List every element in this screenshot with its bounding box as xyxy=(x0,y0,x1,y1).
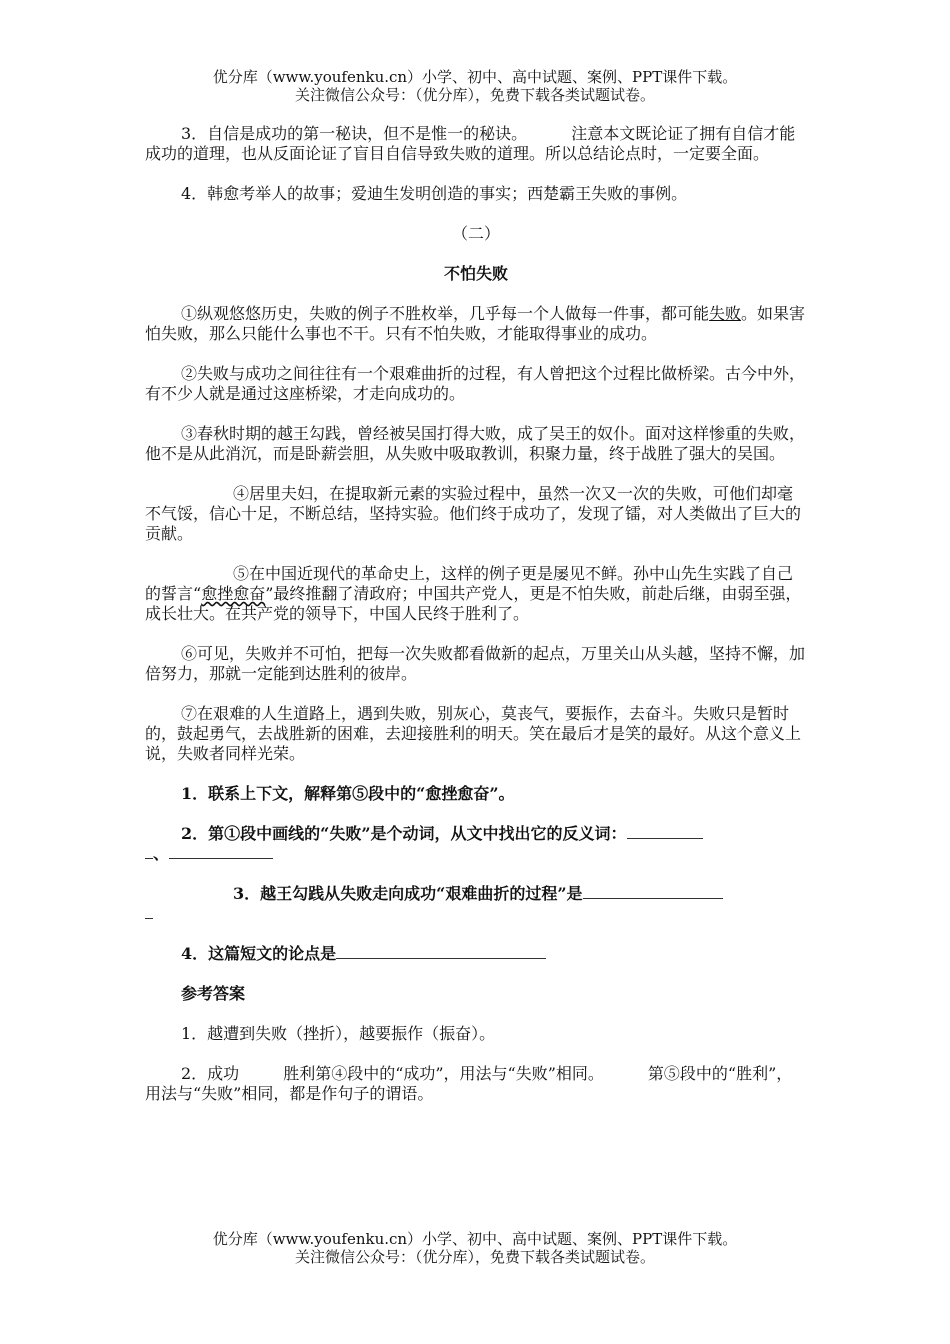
underlined-word: 失败 xyxy=(709,304,742,323)
section-number: （二） xyxy=(451,224,500,243)
question-3-text: 3．越王勾践从失败走向成功“艰难曲折的过程”是 xyxy=(233,884,583,903)
paragraph-1-text-end: 。如果害怕失败，那么只能什么事也不干。只有不怕失败，才能取得事业的成功。 xyxy=(145,304,806,343)
answer-blank[interactable] xyxy=(336,944,546,959)
question-1: 1．联系上下文，解释第⑤段中的“愈挫愈奋”。 xyxy=(181,784,515,803)
paragraph-7: ⑦在艰难的人生道路上，遇到失败，别灰心，莫丧气，要振作，去奋斗。失败只是暂时的，鼓起勇气，去战胜新的困难，去迎接胜利的明天。笑在最后才是笑的最好。从这个意义上说，失败者同样光荣。 xyxy=(145,704,802,763)
question-2 xyxy=(145,824,807,864)
paragraph-3: ③春秋时期的越王勾践，曾经被吴国打得大败，成了吴王的奴仆。面对这样惨重的失败，他不是从此消沉，而是卧薪尝胆，从失败中吸取教训，积聚力量，终于战胜了强大的吴国。 xyxy=(145,424,806,463)
question-2-text: 2．第①段中画线的“失败”是个动词，从文中找出它的反义词： xyxy=(181,824,627,843)
page-header xyxy=(0,68,950,104)
page-footer xyxy=(0,1230,950,1266)
marked-phrase: 愈挫愈奋 xyxy=(201,584,266,603)
header-line-2: 关注微信公众号：（优分库），免费下载各类试题试卷。 xyxy=(294,86,655,104)
paragraph-1 xyxy=(145,304,807,344)
question-3 xyxy=(145,884,807,924)
answer-blank[interactable] xyxy=(145,844,153,859)
question-4-text: 4．这篇短文的论点是 xyxy=(181,944,337,963)
question-4 xyxy=(145,944,807,964)
answer-blank[interactable] xyxy=(583,884,723,899)
paragraph-5 xyxy=(145,564,807,624)
header-line-1: 优分库（www.youfenku.cn）小学、初中、高中试题、案例、PPT课件下载。 xyxy=(212,68,738,86)
footer-line-1: 优分库（www.youfenku.cn）小学、初中、高中试题、案例、PPT课件下载。 xyxy=(212,1230,738,1248)
answer-2 xyxy=(145,1064,807,1104)
separator: 、 xyxy=(153,844,170,863)
document-body xyxy=(145,124,807,1124)
answer-2-text: 第⑤段中的“胜利”，用法与“失败”相同，都是作句子的谓语。 xyxy=(145,1064,793,1103)
paragraph-4: ④居里夫妇，在提取新元素的实验过程中，虽然一次又一次的失败，可他们却毫不气馁，信心十足，不断总结，坚持实验。他们终于成功了，发现了镭，对人类做出了巨大的贡献。 xyxy=(145,484,802,543)
paragraph-5-text: ⑤在中国近现代的革命史上，这样的例子更是屡见不鲜。孙中山先生实践了自己的誓言“ xyxy=(145,564,794,603)
answer-1: 1．越遭到失败（挫折），越要振作（振奋）。 xyxy=(181,1024,496,1043)
paragraph-5-text-end: ”最终推翻了清政府；中国共产党人，更是不怕失败，前赴后继，由弱至强，成长壮大。在共产党的领导下，中国人民终于胜利了。 xyxy=(145,584,802,623)
answer-blank[interactable] xyxy=(169,844,273,859)
footer-line-2: 关注微信公众号：（优分库），免费下载各类试题试卷。 xyxy=(294,1248,655,1266)
previous-answer-3-main: 3．自信是成功的第一秘诀，但不是惟一的秘诀。 xyxy=(181,124,528,143)
answer-blank[interactable] xyxy=(145,904,153,919)
answers-heading: 参考答案 xyxy=(181,984,246,1003)
paragraph-1-text: ①纵观悠悠历史，失败的例子不胜枚举，几乎每一个人做每一件事，都可能 xyxy=(181,304,710,323)
paragraph-2: ②失败与成功之间往往有一个艰难曲折的过程，有人曾把这个过程比做桥梁。古今中外，有不少人就是通过这座桥梁，才走向成功的。 xyxy=(145,364,806,403)
previous-answer-4: 4．韩愈考举人的故事；爱迪生发明创造的事实；西楚霸王失败的事例。 xyxy=(181,184,688,203)
answer-2-text: 胜利第④段中的“成功”，用法与“失败”相同。 xyxy=(283,1064,604,1083)
previous-answer-3 xyxy=(145,124,807,164)
previous-answer-3-note: 注意本文既论证了拥有自信才能成功的道理，也从反面论证了盲目自信导致失败的道理。所以总结论点时，一定要全面。 xyxy=(145,124,796,163)
answer-blank[interactable] xyxy=(627,824,703,839)
answer-2-text: 2．成功 xyxy=(181,1064,240,1083)
article-title: 不怕失败 xyxy=(443,264,508,283)
paragraph-6: ⑥可见，失败并不可怕，把每一次失败都看做新的起点，万里关山从头越，坚持不懈，加倍努力，那就一定能到达胜利的彼岸。 xyxy=(145,644,806,683)
